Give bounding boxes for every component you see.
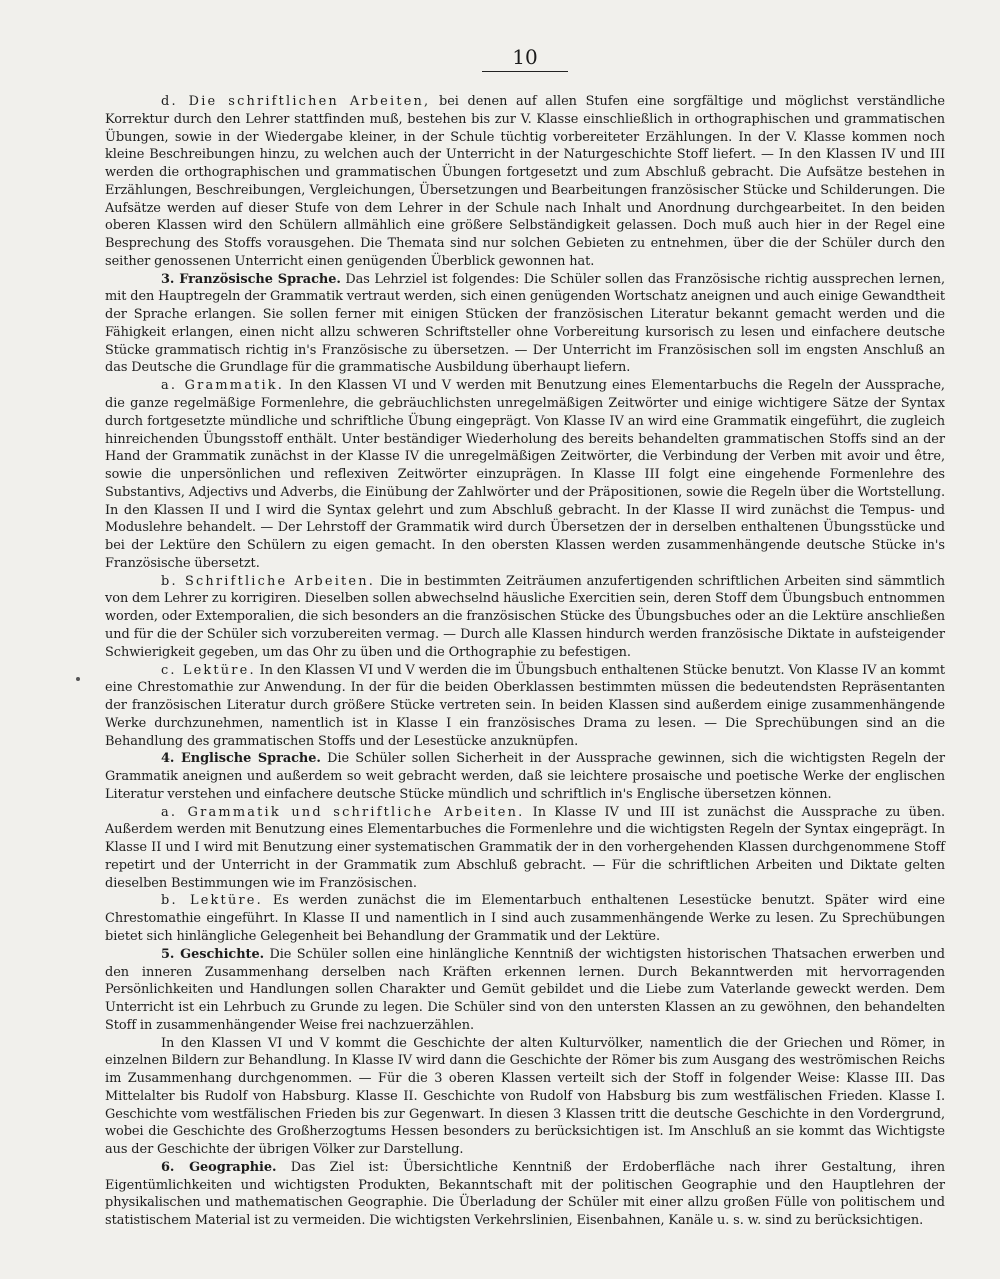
paragraph-franzoesische-sprache: [105, 271, 945, 378]
section-heading: 3. Französische Sprache.: [161, 271, 341, 287]
paragraph-text: In Klasse IV und III ist zunächst die Aussprache zu üben. Außerdem werden mit Benutzung eines Elementarbuches die Formenlehre und die wichtigsten Regeln der Syntax eingeprägt. In Klasse II und I wird mit Benutzung einer systematischen Grammatik der in den vorhergehenden Klassen durchgenommene Stoff repetirt und der Unterricht in der Grammatik zum Abschluß gebracht. — Für die schriftlichen Arbeiten und Diktate gelten dieselben Bestimmungen wie im Französischen.: [105, 804, 945, 891]
paragraph-schriftliche-arbeiten-deutsch: [105, 93, 945, 271]
paragraph-text: Die Schüler sollen eine hinlängliche Kenntniß der wichtigsten historischen Thatsachen erwerben und den inneren Zusammenhang derselben nach Kräften erkennen lernen. Durch Bekanntwerden mit hervorragenden Persönlichkeiten und Handlungen sollen Charakter und Gemüt gebildet und die Liebe zum Vaterlande geweckt werden. Dem Unterricht ist ein Lehrbuch zu Grunde zu legen. Die Schüler sind von den untersten Klassen an zu gewöhnen, den behandelten Stoff in zusammenhängender Weise frei nachzuerzählen.: [105, 946, 946, 1033]
paragraph-engl-lektuere: [105, 892, 945, 945]
paragraph-engl-grammatik: [105, 804, 945, 893]
page-number: 10: [512, 45, 538, 69]
paragraph-text: Es werden zunächst die im Elementarbuch enthaltenen Lesestücke benutzt. Später wird eine Chrestomathie eingeführt. In Klasse II und namentlich in I sind auch zusammenhängende Werke zu lesen. Zu Sprechübungen bietet sich hinlängliche Gelegenheit bei Behandlung der Grammatik und der Lektüre.: [105, 893, 945, 944]
paragraph-geographie: [105, 1159, 945, 1230]
paragraph-franz-schriftliche-arbeiten: [105, 573, 945, 662]
section-heading: 5. Geschichte.: [161, 946, 265, 962]
paragraph-lead: a. Grammatik und schriftliche Arbeiten.: [161, 804, 525, 820]
paragraph-franz-lektuere: [105, 662, 945, 751]
page-number-rule: [482, 71, 568, 72]
paragraph-text: In den Klassen VI und V werden die im Übungsbuch enthaltenen Stücke benutzt. Von Klasse IV an kommt eine Chrestomathie zur Anwendung. In der für die beiden Oberklassen bestimmten müssen die bedeutendsten Repräsentanten der französischen Literatur durch größere Stücke vertreten sein. In beiden Klassen sind außerdem einige zusammenhängende Werke durchzunehmen, namentlich ist in Klasse I ein französisches Drama zu lesen. — Die Sprechübungen sind an die Behandlung des grammatischen Stoffs und der Lesestücke anzuknüpfen.: [105, 662, 945, 749]
paragraph-text: Die Schüler sollen Sicherheit in der Aussprache gewinnen, sich die wichtigsten Regeln der Grammatik aneignen und außerdem so weit gebracht werden, daß sie leichtere prosaische und poetische Werke der englischen Literatur verstehen und einfachere deutsche Stücke mündlich und schriftlich in's Englische übersetzen können.: [105, 751, 945, 802]
paragraph-geschichte-stoffverteilung: [105, 1035, 945, 1159]
section-heading: 6. Geographie.: [161, 1159, 277, 1175]
paragraph-franz-grammatik: [105, 377, 945, 572]
paragraph-lead: a. Grammatik.: [161, 378, 285, 394]
margin-dot: [76, 677, 80, 681]
paragraph-text: Die in bestimmten Zeiträumen anzufertigenden schriftlichen Arbeiten sind sämmtlich von dem Lehrer zu korrigiren. Dieselben sollen abwechselnd häusliche Exercitien sein, deren Stoff dem Übungsbuch entnommen worden, oder Extemporalien, die sich besonders an die französischen Stücke des Übungsbuches oder an die Lektüre anschließen und für die der Schüler sich vorzubereiten vermag. — Durch alle Klassen hindurch werden französische Diktate in aufsteigender Schwierigkeit gegeben, um das Ohr zu üben und die Orthographie zu befestigen.: [105, 573, 945, 660]
paragraph-text: In den Klassen VI und V kommt die Geschichte der alten Kulturvölker, namentlich die der Griechen und Römer, in einzelnen Bildern zur Behandlung. In Klasse IV wird dann die Geschichte der Römer bis zum Ausgang des weströmischen Reichs im Zusammenhang durchgenommen. — Für die 3 oberen Klassen verteilt sich der Stoff in folgender Weise: Klasse III. Das Mittelalter bis Rudolf von Habsburg. Klasse II. Geschichte von Rudolf von Habsburg bis zum westfälischen Frieden. Klasse I. Geschichte vom westfälischen Frieden bis zur Gegenwart. In diesen 3 Klassen tritt die deutsche Geschichte in den Vordergrund, wobei die Geschichte des Großherzogtums Hessen besonders zu berücksichtigen ist. Im Anschluß an sie kommt das Wichtigste aus der Geschichte der übrigen Völker zur Darstellung.: [105, 1035, 945, 1158]
paragraph-text: Das Lehrziel ist folgendes: Die Schüler sollen das Französische richtig aussprechen lernen, mit den Hauptregeln der Grammatik vertraut werden, sich einen genügenden Wortschatz aneignen und auch einige Gewandtheit der Sprache erlangen. Sie sollen ferner mit einigen Stücken der französischen Literatur bekannt gemacht werden und die Fähigkeit erlangen, einen nicht allzu schweren Schriftsteller ohne Vorbereitung kursorisch zu lesen und einfachere deutsche Stücke grammatisch richtig in's Französische zu übersetzen. — Der Unterricht im Französischen soll im engsten Anschluß an das Deutsche die Grundlage für die grammatische Ausbildung überhaupt liefern.: [105, 271, 945, 376]
paragraph-englische-sprache: [105, 750, 945, 803]
section-heading: 4. Englische Sprache.: [161, 751, 321, 767]
paragraph-lead: b. Lektüre.: [161, 893, 263, 909]
paragraph-geschichte: [105, 946, 945, 1035]
paragraph-lead: d. Die schriftlichen Arbeiten,: [161, 94, 431, 109]
paragraph-text: Das Ziel ist: Übersichtliche Kenntniß der Erdoberfläche nach ihrer Gestaltung, ihren Eigentümlichkeiten und wichtigsten Produkten, Bekanntschaft mit der politischen Geographie und den Hauptlehren der physikalischen und mathematischen Geographie. Die Überladung der Schüler mit einer allzu großen Fülle von politischem und statistischem Material ist zu vermeiden. Die wichtigsten Verkehrslinien, Eisenbahnen, Kanäle u. s. w. sind zu berücksichtigen.: [105, 1159, 946, 1229]
body-text: [105, 93, 945, 1230]
paragraph-lead: c. Lektüre.: [161, 662, 256, 678]
paragraph-text: bei denen auf allen Stufen eine sorgfältige und möglichst verständliche Korrektur durch den Lehrer stattfinden muß, bestehen bis zur V. Klasse einschließlich in orthographischen und grammatischen Übungen, sowie in der Wiedergabe kleiner, in der Schule tüchtig vorbereiteter Erzählungen. In der V. Klasse kommen noch kleine Beschreibungen hinzu, zu welchen auch der Unterricht in der Naturgeschichte Stoff liefert. — In den Klassen IV und III werden die orthographischen und grammatischen Übungen fortgesetzt und zum Abschluß gebracht. Die Aufsätze bestehen in Erzählungen, Beschreibungen, Vergleichungen, Übersetzungen und Bearbeitungen französischer Stücke und Schilderungen. Die Aufsätze werden auf dieser Stufe von dem Lehrer in der Schule nach Inhalt und Anordnung durchgearbeitet. In den beiden oberen Klassen wird den Schülern allmählich eine größere Selbständigkeit gelassen. Doch muß auch hier in der Regel eine Besprechung des Stoffs vorausgehen. Die Themata sind nur solchen Gebieten zu entnehmen, über die der Schüler durch den seither genossenen Unterricht einen genügenden Überblick gewonnen hat.: [105, 94, 945, 269]
paragraph-text: In den Klassen VI und V werden mit Benutzung eines Elementarbuchs die Regeln der Aussprache, die ganze regelmäßige Formenlehre, die gebräuchlichsten unregelmäßigen Zeitwörter und einige wichtigere Sätze der Syntax durch fortgesetzte mündliche und schriftliche Übung eingeprägt. Von Klasse IV an wird eine Grammatik eingeführt, die zugleich hinreichenden Übungsstoff enthält. Unter beständiger Wiederholung des bereits behandelten grammatischen Stoffs sind an der Hand der Grammatik zunächst in der Klasse IV die unregelmäßigen Zeitwörter, die Verbindung der Verben mit avoir und être, sowie die unpersönlichen und reflexiven Zeitwörter einzuprägen. In Klasse III folgt eine eingehende Formenlehre des Substantivs, Adjectivs und Adverbs, die Einübung der Zahlwörter und der Präpositionen, sowie die Regeln über die Wortstellung. In den Klassen II und I wird die Syntax gelehrt und zum Abschluß gebracht. In der Klasse II wird zunächst die Tempus- und Moduslehre behandelt. — Der Lehrstoff der Grammatik wird durch Übersetzen der in derselben enthaltenen Übungsstücke und bei der Lektüre den Schülern zu eigen gemacht. In den obersten Klassen werden zusammenhängende deutsche Stücke in's Französische übersetzt.: [105, 378, 945, 571]
paragraph-lead: b. Schriftliche Arbeiten.: [161, 573, 376, 589]
